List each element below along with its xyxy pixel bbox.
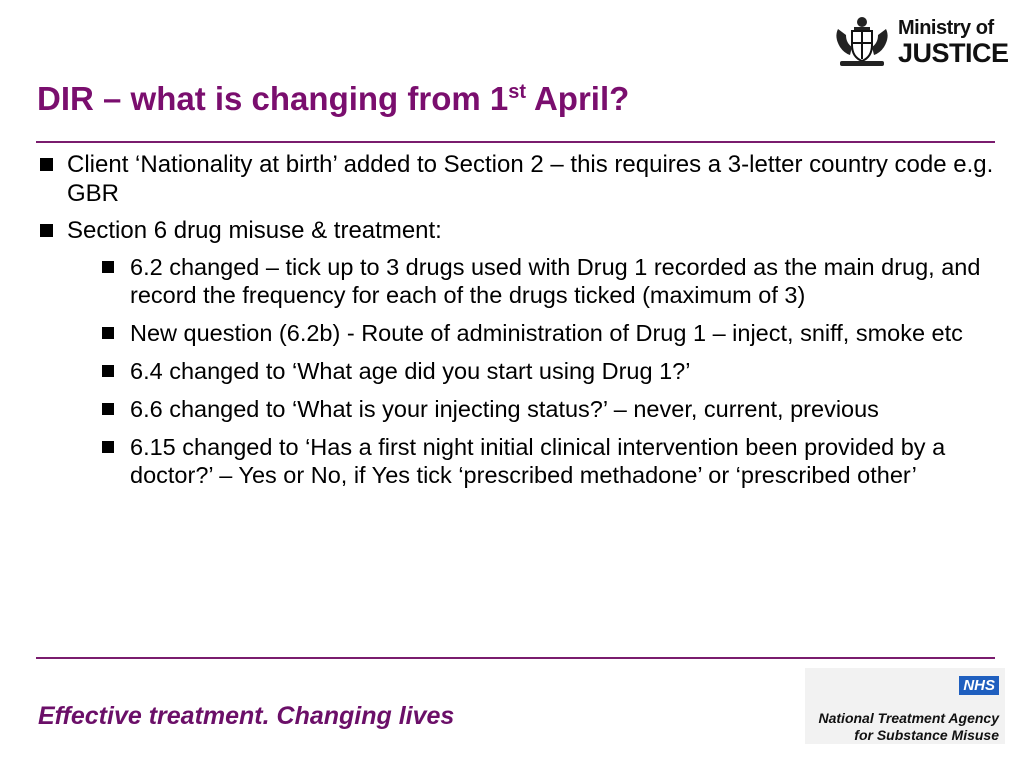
sub-bullet-text: New question (6.2b) - Route of administration of Drug 1 – inject, sniff, smoke etc	[130, 320, 963, 346]
sub-bullet-text: 6.4 changed to ‘What age did you start using Drug 1?’	[130, 358, 691, 384]
sub-bullet-text: 6.6 changed to ‘What is your injecting status?’ – never, current, previous	[130, 396, 879, 422]
bullet-text: Section 6 drug misuse & treatment:	[67, 217, 442, 244]
square-bullet-icon	[102, 441, 114, 453]
nhs-logo-badge: NHS	[959, 676, 999, 695]
sub-bullet-item	[102, 253, 1000, 309]
nta-logo	[805, 668, 1005, 744]
bullet-item	[40, 150, 1000, 208]
sub-bullet-text: 6.2 changed – tick up to 3 drugs used with Drug 1 recorded as the main drug, and record the frequency for each of the drugs ticked (maximum of 3)	[130, 254, 981, 308]
square-bullet-icon	[40, 224, 53, 237]
sub-bullet-text: 6.15 changed to ‘Has a first night initial clinical intervention been provided by a doctor?’ – Yes or No, if Yes tick ‘prescribed methadone’ or ‘prescribed other’	[130, 434, 946, 488]
slide-title	[37, 80, 629, 118]
royal-coat-of-arms-icon	[832, 15, 892, 69]
slide-content	[40, 150, 1000, 499]
ministry-of-justice-logo	[832, 12, 1018, 72]
square-bullet-icon	[40, 158, 53, 171]
bullet-item	[40, 216, 1000, 245]
square-bullet-icon	[102, 403, 114, 415]
logo-justice-text: JUSTICE	[898, 37, 1009, 68]
sub-bullet-item	[102, 357, 1000, 385]
title-divider	[36, 141, 995, 143]
footer-tagline: Effective treatment. Changing lives	[38, 702, 455, 730]
footer-divider	[36, 657, 995, 659]
title-superscript: st	[508, 81, 527, 103]
title-main: DIR – what is changing from 1	[37, 80, 509, 117]
square-bullet-icon	[102, 261, 114, 273]
logo-ministry-of-text: Ministry of	[898, 16, 994, 39]
square-bullet-icon	[102, 365, 114, 377]
sub-bullet-item	[102, 395, 1000, 423]
title-end: April?	[526, 80, 630, 117]
sub-bullet-item	[102, 319, 1000, 347]
square-bullet-icon	[102, 327, 114, 339]
agency-name-line2: for Substance Misuse	[854, 727, 999, 743]
agency-name-line1: National Treatment Agency	[818, 710, 999, 726]
bullet-text: Client ‘Nationality at birth’ added to Section 2 – this requires a 3-letter country code e.g. GBR	[67, 151, 994, 207]
sub-bullet-item	[102, 433, 1000, 489]
